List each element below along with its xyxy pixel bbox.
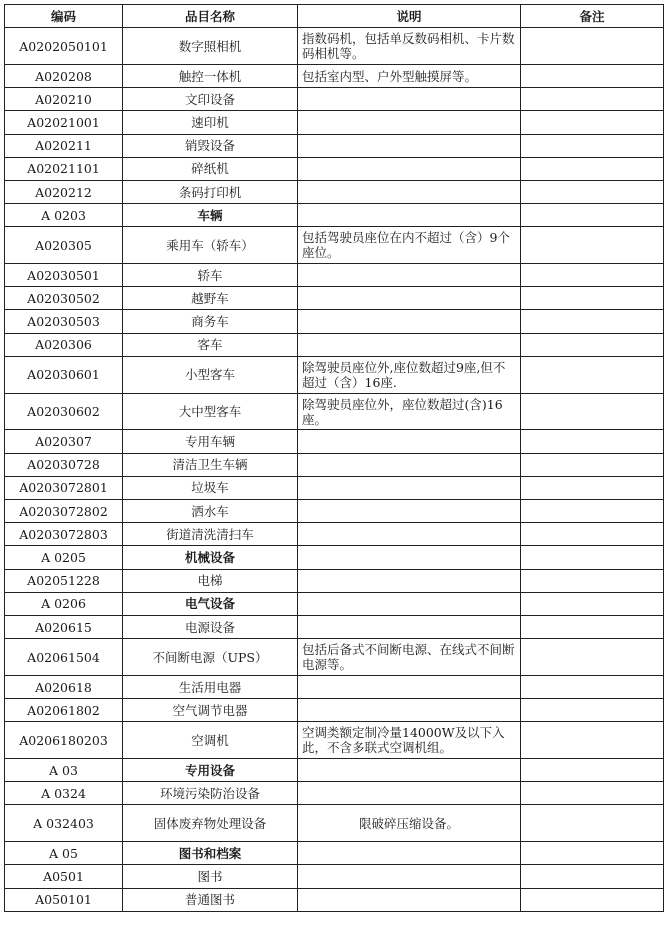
cell-note [521,865,664,888]
cell-note [521,180,664,203]
cell-desc [298,264,521,287]
cell-desc [298,180,521,203]
table-row [5,500,664,523]
cell-name: 文印设备 [123,88,298,111]
cell-note [521,310,664,333]
cell-desc [298,865,521,888]
cell-code: A02061802 [5,699,123,722]
cell-code: A02021001 [5,111,123,134]
table-row [5,310,664,333]
cell-code: A02021101 [5,157,123,180]
cell-desc: 包括驾驶员座位在内不超过（含）9个座位。 [298,227,521,264]
cell-code: A050101 [5,888,123,911]
table-row [5,546,664,569]
table-row [5,888,664,911]
cell-code: A0203072802 [5,500,123,523]
cell-name: 生活用电器 [123,675,298,698]
cell-note [521,615,664,638]
cell-name: 固体废弃物处理设备 [123,805,298,842]
cell-note [521,592,664,615]
cell-code: A02030502 [5,287,123,310]
cell-code: A02061504 [5,639,123,676]
cell-name: 电气设备 [123,592,298,615]
cell-code: A02030728 [5,453,123,476]
cell-note [521,28,664,65]
cell-code: A0206180203 [5,722,123,759]
cell-name: 销毁设备 [123,134,298,157]
cell-note [521,759,664,782]
cell-name: 碎纸机 [123,157,298,180]
cell-desc [298,546,521,569]
cell-code: A 03 [5,759,123,782]
cell-note [521,569,664,592]
cell-desc [298,157,521,180]
cell-code: A020212 [5,180,123,203]
cell-note [521,888,664,911]
cell-desc [298,204,521,227]
cell-code: A020208 [5,64,123,87]
cell-desc [298,675,521,698]
cell-name: 大中型客车 [123,393,298,430]
cell-desc [298,88,521,111]
table-row [5,782,664,805]
cell-note [521,699,664,722]
cell-desc [298,842,521,865]
cell-desc [298,310,521,333]
table-row [5,699,664,722]
cell-desc [298,287,521,310]
table-row [5,476,664,499]
cell-note [521,134,664,157]
table-row [5,569,664,592]
cell-name: 数字照相机 [123,28,298,65]
cell-note [521,675,664,698]
cell-code: A020210 [5,88,123,111]
table-row [5,333,664,356]
cell-name: 环境污染防治设备 [123,782,298,805]
table-row [5,722,664,759]
header-note: 备注 [521,5,664,28]
cell-note [521,453,664,476]
cell-code: A020615 [5,615,123,638]
table-row [5,865,664,888]
cell-code: A02030501 [5,264,123,287]
cell-desc [298,453,521,476]
cell-code: A020307 [5,430,123,453]
cell-desc: 包括室内型、户外型触摸屏等。 [298,64,521,87]
table-row [5,88,664,111]
cell-name: 专用车辆 [123,430,298,453]
cell-note [521,204,664,227]
header-code: 编码 [5,5,123,28]
cell-desc [298,430,521,453]
cell-desc [298,134,521,157]
cell-desc [298,569,521,592]
table-row [5,287,664,310]
cell-code: A0203072801 [5,476,123,499]
cell-name: 洒水车 [123,500,298,523]
table-row [5,204,664,227]
table-row [5,111,664,134]
cell-name: 街道清洗清扫车 [123,523,298,546]
cell-note [521,523,664,546]
table-row [5,264,664,287]
table-row [5,430,664,453]
cell-name: 客车 [123,333,298,356]
cell-note [521,64,664,87]
header-desc: 说明 [298,5,521,28]
table-row [5,453,664,476]
cell-note [521,88,664,111]
cell-name: 普通图书 [123,888,298,911]
cell-code: A02030602 [5,393,123,430]
table-row [5,180,664,203]
cell-name: 电源设备 [123,615,298,638]
table-row [5,28,664,65]
cell-note [521,264,664,287]
cell-code: A 05 [5,842,123,865]
cell-code: A0202050101 [5,28,123,65]
cell-name: 电梯 [123,569,298,592]
cell-desc: 指数码机，包括单反数码相机、卡片数码相机等。 [298,28,521,65]
cell-desc [298,476,521,499]
cell-name: 图书和档案 [123,842,298,865]
cell-note [521,333,664,356]
cell-desc [298,333,521,356]
cell-note [521,157,664,180]
cell-note [521,639,664,676]
cell-name: 车辆 [123,204,298,227]
cell-note [521,842,664,865]
cell-name: 垃圾车 [123,476,298,499]
cell-desc [298,615,521,638]
catalog-sheet [4,4,663,912]
cell-code: A020306 [5,333,123,356]
cell-note [521,546,664,569]
table-row [5,227,664,264]
cell-name: 触控一体机 [123,64,298,87]
cell-code: A02051228 [5,569,123,592]
cell-note [521,287,664,310]
table-row [5,157,664,180]
cell-name: 商务车 [123,310,298,333]
cell-desc [298,888,521,911]
cell-desc [298,111,521,134]
cell-name: 专用设备 [123,759,298,782]
cell-name: 图书 [123,865,298,888]
table-row [5,675,664,698]
header-row [5,5,664,28]
cell-name: 机械设备 [123,546,298,569]
table-row [5,615,664,638]
table-row [5,64,664,87]
cell-code: A0501 [5,865,123,888]
cell-note [521,393,664,430]
cell-name: 清洁卫生车辆 [123,453,298,476]
cell-code: A020211 [5,134,123,157]
cell-code: A 0205 [5,546,123,569]
header-name: 品目名称 [123,5,298,28]
table-row [5,134,664,157]
table-row [5,842,664,865]
table-row [5,759,664,782]
cell-desc [298,592,521,615]
cell-code: A020305 [5,227,123,264]
cell-desc: 除驾驶员座位外,座位数超过9座,但不超过（含）16座. [298,356,521,393]
cell-name: 空调机 [123,722,298,759]
cell-code: A 0203 [5,204,123,227]
cell-name: 条码打印机 [123,180,298,203]
cell-name: 轿车 [123,264,298,287]
cell-note [521,805,664,842]
cell-desc: 空调类额定制冷量14000W及以下入此，不含多联式空调机组。 [298,722,521,759]
cell-desc [298,759,521,782]
table-row [5,393,664,430]
cell-code: A02030503 [5,310,123,333]
cell-name: 空气调节电器 [123,699,298,722]
cell-note [521,430,664,453]
table-row [5,356,664,393]
cell-name: 越野车 [123,287,298,310]
cell-code: A 0324 [5,782,123,805]
cell-desc [298,523,521,546]
cell-code: A 032403 [5,805,123,842]
cell-name: 不间断电源（UPS） [123,639,298,676]
cell-note [521,722,664,759]
table-row [5,592,664,615]
cell-note [521,782,664,805]
cell-desc: 包括后备式不间断电源、在线式不间断电源等。 [298,639,521,676]
cell-code: A02030601 [5,356,123,393]
cell-code: A 0206 [5,592,123,615]
cell-name: 速印机 [123,111,298,134]
cell-desc [298,699,521,722]
cell-note [521,111,664,134]
table-row [5,639,664,676]
cell-note [521,476,664,499]
cell-note [521,500,664,523]
cell-name: 乘用车（轿车） [123,227,298,264]
cell-desc [298,500,521,523]
cell-desc [298,782,521,805]
cell-desc: 限破碎压缩设备。 [298,805,521,842]
cell-note [521,227,664,264]
cell-note [521,356,664,393]
table-body [5,28,664,912]
catalog-table [4,4,664,912]
cell-desc: 除驾驶员座位外，座位数超过(含)16座。 [298,393,521,430]
cell-code: A020618 [5,675,123,698]
cell-name: 小型客车 [123,356,298,393]
cell-code: A0203072803 [5,523,123,546]
table-row [5,523,664,546]
table-row [5,805,664,842]
